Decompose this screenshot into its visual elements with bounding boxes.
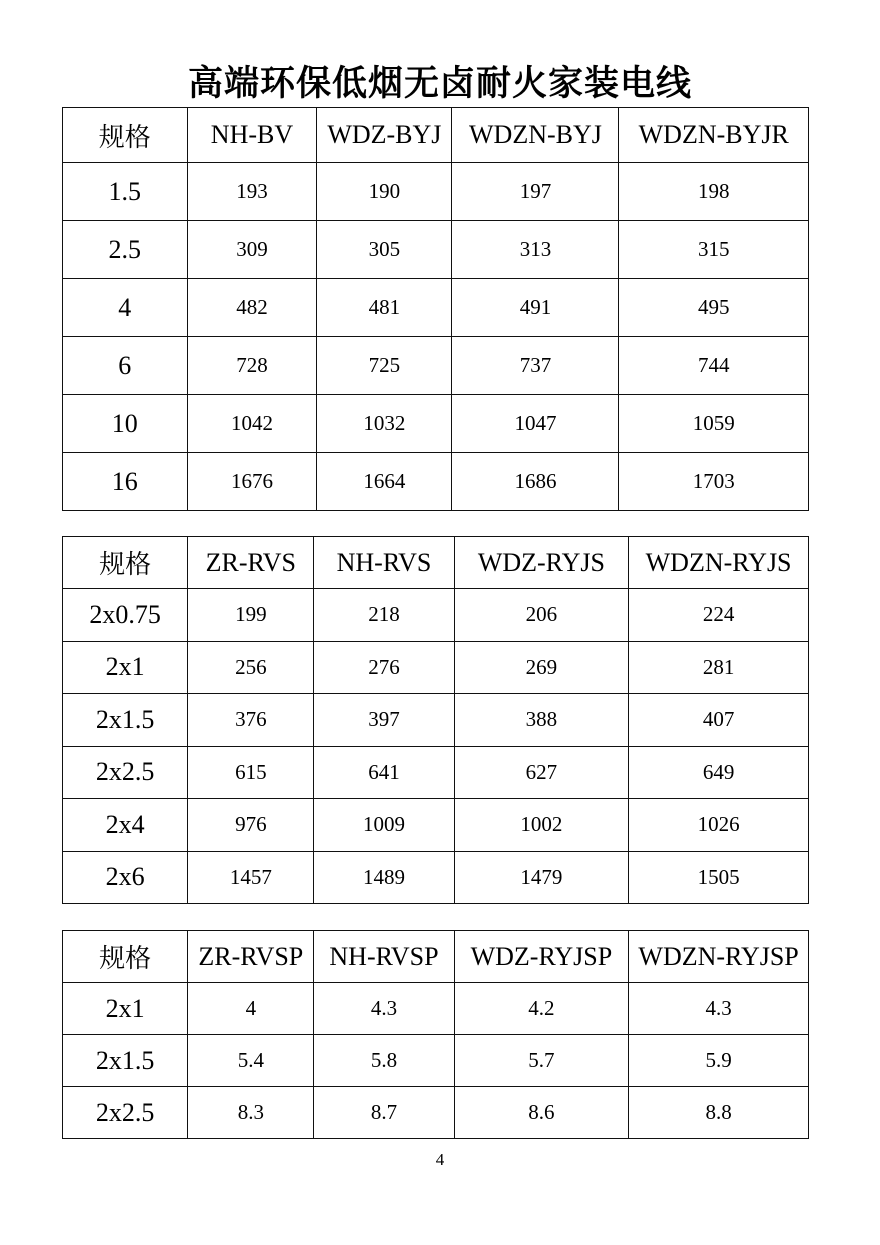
price-cell: 495 (619, 279, 809, 337)
price-cell: 1047 (452, 395, 619, 453)
price-cell: 198 (619, 163, 809, 221)
price-cell: 1026 (629, 799, 809, 852)
table-row (63, 851, 809, 904)
price-cell: 1002 (454, 799, 629, 852)
table-row (63, 746, 809, 799)
price-cell: 5.9 (629, 1035, 809, 1087)
header-row (63, 931, 809, 983)
price-cell: 218 (314, 589, 454, 642)
table-row (63, 453, 809, 511)
price-cell: 1664 (317, 453, 452, 511)
price-cell: 193 (187, 163, 317, 221)
price-cell: 256 (188, 641, 314, 694)
price-cell: 199 (188, 589, 314, 642)
spec-cell: 2x2.5 (63, 1087, 188, 1139)
price-cell: 407 (629, 694, 809, 747)
page-title: 高端环保低烟无卤耐火家装电线 (187, 64, 692, 103)
table-row (63, 1087, 809, 1139)
price-cell: 4.3 (314, 983, 454, 1035)
price-cell: 1505 (629, 851, 809, 904)
header-row (63, 537, 809, 589)
price-cell: 5.8 (314, 1035, 454, 1087)
table-row (63, 1035, 809, 1087)
price-cell: 305 (317, 221, 452, 279)
model-column-header: WDZ-BYJ (317, 108, 452, 163)
price-cell: 1686 (452, 453, 619, 511)
price-cell: 376 (188, 694, 314, 747)
price-cell: 276 (314, 641, 454, 694)
table-row (63, 983, 809, 1035)
price-cell: 1457 (188, 851, 314, 904)
price-cell: 4.2 (454, 983, 629, 1035)
price-cell: 649 (629, 746, 809, 799)
price-cell: 190 (317, 163, 452, 221)
model-column-header: NH-BV (187, 108, 317, 163)
spec-cell: 2.5 (63, 221, 188, 279)
price-cell: 1059 (619, 395, 809, 453)
spec-column-header: 规格 (63, 537, 188, 589)
price-cell: 313 (452, 221, 619, 279)
price-cell: 397 (314, 694, 454, 747)
price-table-1 (62, 107, 809, 511)
price-cell: 8.8 (629, 1087, 809, 1139)
table-row (63, 163, 809, 221)
table-row (63, 337, 809, 395)
table-row (63, 799, 809, 852)
table-row (63, 589, 809, 642)
page-number: 4 (435, 1150, 445, 1169)
price-cell: 744 (619, 337, 809, 395)
price-cell: 737 (452, 337, 619, 395)
price-cell: 976 (188, 799, 314, 852)
price-cell: 8.7 (314, 1087, 454, 1139)
spec-cell: 4 (63, 279, 188, 337)
price-cell: 1703 (619, 453, 809, 511)
price-cell: 5.7 (454, 1035, 629, 1087)
price-cell: 481 (317, 279, 452, 337)
price-cell: 269 (454, 641, 629, 694)
price-cell: 1489 (314, 851, 454, 904)
spec-cell: 10 (63, 395, 188, 453)
model-column-header: WDZ-RYJS (454, 537, 629, 589)
price-cell: 4.3 (629, 983, 809, 1035)
spec-cell: 2x1.5 (63, 1035, 188, 1087)
price-cell: 1009 (314, 799, 454, 852)
price-cell: 1042 (187, 395, 317, 453)
price-cell: 281 (629, 641, 809, 694)
price-cell: 5.4 (188, 1035, 314, 1087)
price-cell: 388 (454, 694, 629, 747)
spec-cell: 2x1 (63, 983, 188, 1035)
price-cell: 641 (314, 746, 454, 799)
price-cell: 482 (187, 279, 317, 337)
price-cell: 627 (454, 746, 629, 799)
price-cell: 8.6 (454, 1087, 629, 1139)
price-cell: 725 (317, 337, 452, 395)
spec-column-header: 规格 (63, 108, 188, 163)
model-column-header: WDZN-RYJSP (629, 931, 809, 983)
price-table-2 (62, 536, 809, 904)
spec-cell: 2x4 (63, 799, 188, 852)
price-cell: 309 (187, 221, 317, 279)
spec-cell: 2x1.5 (63, 694, 188, 747)
model-column-header: ZR-RVS (188, 537, 314, 589)
model-column-header: ZR-RVSP (188, 931, 314, 983)
table-row (63, 395, 809, 453)
price-cell: 315 (619, 221, 809, 279)
spec-cell: 2x0.75 (63, 589, 188, 642)
spec-cell: 16 (63, 453, 188, 511)
price-cell: 1032 (317, 395, 452, 453)
price-cell: 206 (454, 589, 629, 642)
price-cell: 1676 (187, 453, 317, 511)
header-row (63, 108, 809, 163)
price-cell: 491 (452, 279, 619, 337)
spec-column-header: 规格 (63, 931, 188, 983)
spec-cell: 2x1 (63, 641, 188, 694)
price-cell: 615 (188, 746, 314, 799)
model-column-header: WDZN-RYJS (629, 537, 809, 589)
price-cell: 197 (452, 163, 619, 221)
model-column-header: WDZ-RYJSP (454, 931, 629, 983)
price-table-3 (62, 930, 809, 1139)
price-cell: 1479 (454, 851, 629, 904)
table-row (63, 221, 809, 279)
spec-cell: 6 (63, 337, 188, 395)
price-cell: 8.3 (188, 1087, 314, 1139)
price-cell: 4 (188, 983, 314, 1035)
table-row (63, 641, 809, 694)
price-cell: 728 (187, 337, 317, 395)
price-cell: 224 (629, 589, 809, 642)
table-row (63, 279, 809, 337)
model-column-header: WDZN-BYJ (452, 108, 619, 163)
spec-cell: 2x6 (63, 851, 188, 904)
table-row (63, 694, 809, 747)
spec-cell: 2x2.5 (63, 746, 188, 799)
model-column-header: WDZN-BYJR (619, 108, 809, 163)
model-column-header: NH-RVSP (314, 931, 454, 983)
spec-cell: 1.5 (63, 163, 188, 221)
model-column-header: NH-RVS (314, 537, 454, 589)
